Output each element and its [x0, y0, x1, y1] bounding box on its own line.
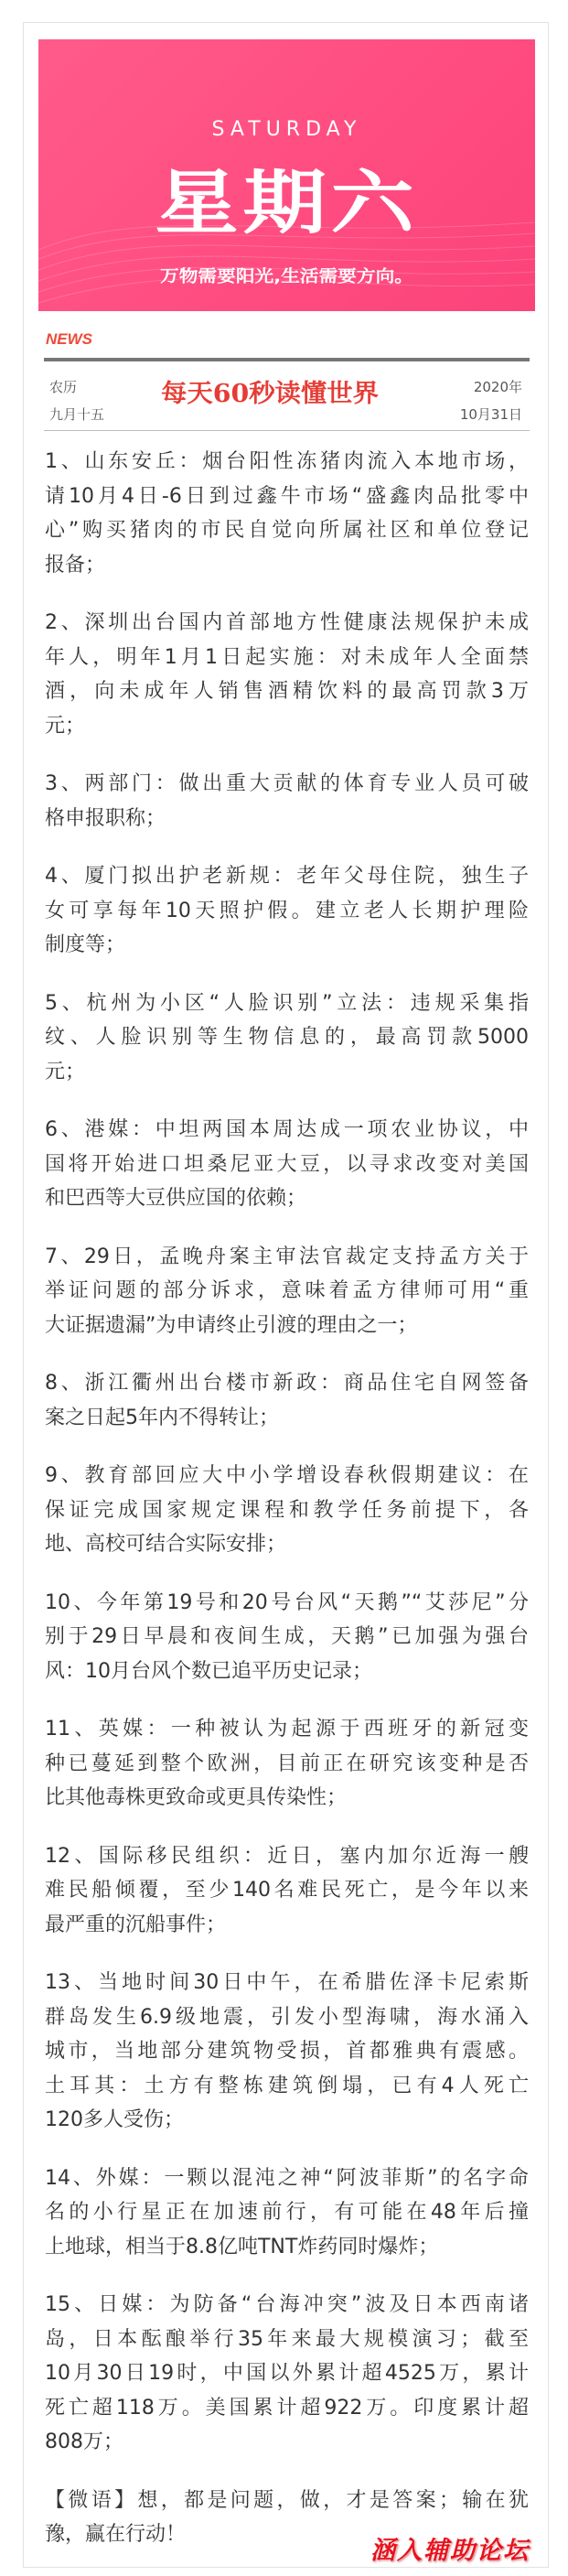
news-item-line: 元； — [45, 714, 86, 738]
title-divider — [44, 430, 530, 431]
news-item-line: 13、当地时间30日中午，在希腊佐泽卡尼索斯 — [45, 1971, 529, 1994]
news-item-line: 最严重的沉船事件； — [45, 1913, 227, 1936]
news-item — [45, 1966, 529, 2138]
news-item — [45, 859, 529, 963]
news-item-line: 豫，赢在行动！ — [45, 2523, 187, 2546]
news-item-line: 心”购买猪肉的市民自觉向所属社区和单位登记 — [45, 519, 529, 542]
news-item-line: 名的小行星正在加速前行，有可能在48年后撞 — [45, 2201, 529, 2224]
news-item-line: 9、教育部回应大中小学增设春秋假期建议：在 — [45, 1464, 529, 1487]
weekday-english: SATURDAY — [211, 118, 362, 141]
news-item-line: 元； — [45, 1060, 86, 1083]
news-item-line: 和巴西等大豆供应国的依赖； — [45, 1187, 307, 1210]
page-title: 每天60秒读懂世界 — [161, 380, 379, 408]
news-item-line: 案之日起5年内不得转让； — [45, 1406, 279, 1429]
news-label: NEWS — [46, 330, 92, 348]
news-item-line: 格申报职称； — [45, 806, 166, 830]
news-item-line: 群岛发生6.9级地震，引发小型海啸，海水涌入 — [45, 2005, 529, 2029]
news-item-line: 比其他毒株更致命或更具传染性； — [45, 1786, 348, 1809]
news-item-line: 城市，当地部分建筑物受损，首都雅典有震感。 — [45, 2040, 529, 2063]
news-item-line: 120多人受伤； — [45, 2108, 184, 2131]
news-item-line: 3、两部门：做出重大贡献的体育专业人员可破 — [45, 772, 529, 795]
news-item — [45, 1586, 529, 1689]
news-item-line: 1、山东安丘：烟台阳性冻猪肉流入本地市场， — [45, 450, 529, 473]
news-item-line: 大证据遗漏”为申请终止引渡的理由之一； — [45, 1313, 418, 1337]
news-item-line: 8、浙江衢州出台楼市新政：商品住宅自网签备 — [45, 1372, 529, 1395]
lunar-day: 九月十五 — [49, 406, 105, 423]
news-item-line: 别于29日早晨和夜间生成，天鹅”已加强为强台 — [45, 1625, 529, 1648]
news-item-line: 10月30日19时，中国以外累计超4525万，累计 — [45, 2362, 529, 2385]
watermark: 涵入辅助论坛 — [370, 2537, 530, 2565]
news-item — [45, 1712, 529, 1816]
news-item-line: 2、深圳出台国内首部地方性健康法规保护未成 — [45, 611, 529, 634]
news-item-line: 难民船倾覆，至少140名难民死亡，是今年以来 — [45, 1879, 529, 1902]
news-item-line: 死亡超118万。美国累计超922万。印度累计超 — [45, 2396, 529, 2420]
news-item — [45, 445, 529, 582]
news-item-line: 7、29日，孟晚舟案主审法官裁定支持孟方关于 — [45, 1245, 529, 1268]
news-item-line: 风：10月台风个数已追平历史记录； — [45, 1659, 372, 1683]
news-item — [45, 1366, 529, 1435]
news-item-line: 4、厦门拟出护老新规：老年父母住院，独生子 — [45, 865, 529, 888]
news-item-line: 纹、人脸识别等生物信息的，最高罚款5000 — [45, 1026, 529, 1049]
news-item-line: 6、港媒：中坦两国本周达成一项农业协议，中 — [45, 1118, 529, 1141]
news-item-line: 年人，明年1月1日起实施：对未成年人全面禁 — [45, 645, 529, 669]
lunar-date — [49, 373, 104, 428]
news-item-line: 岛，日本酝酿举行35年来最大规模演习；截至 — [45, 2327, 529, 2351]
month-day: 10月31日 — [459, 406, 522, 423]
news-item — [45, 1240, 529, 1343]
news-item-line: 请10月4日-6日到过鑫牛市场“盛鑫肉品批零中 — [45, 484, 529, 508]
lunar-label: 农历 — [49, 379, 78, 395]
news-item — [45, 1459, 529, 1562]
news-item — [45, 767, 529, 835]
weekday-chinese: 星期六 — [155, 162, 419, 243]
news-item-line: 国将开始进口坦桑尼亚大豆，以寻求改变对美国 — [45, 1152, 529, 1176]
news-item-line: 制度等； — [45, 933, 126, 956]
news-item-line: 保证完成国家规定课程和教学任务前提下，各 — [45, 1498, 529, 1522]
news-item-line: 11、英媒：一种被认为起源于西班牙的新冠变 — [45, 1718, 529, 1741]
news-item-line: 5、杭州为小区“人脸识别”立法：违规采集指 — [45, 991, 529, 1015]
news-item-line: 土耳其：土方有整栋建筑倒塌，已有4人死亡 — [45, 2074, 529, 2097]
news-item — [45, 1113, 529, 1216]
news-item-line: 10、今年第19号和20号台风“天鹅”“艾莎尼”分 — [45, 1590, 529, 1614]
news-item-line: 女可享每年10天照护假。建立老人长期护理险 — [45, 899, 529, 922]
news-item — [45, 1839, 529, 1943]
news-item-line: 上地球，相当于8.8亿吨TNT炸药同时爆炸； — [45, 2235, 439, 2258]
news-item-line: 14、外媒：一颗以混沌之神“阿波菲斯”的名字命 — [45, 2166, 529, 2190]
header-divider — [44, 358, 530, 361]
news-item-line: 种已蔓延到整个欧洲，目前正在研究该变种是否 — [45, 1751, 529, 1775]
gregorian-date — [460, 373, 522, 428]
motto: 万物需要阳光,生活需要方向。 — [160, 267, 413, 286]
news-item-line: 808万； — [45, 2430, 123, 2453]
news-item — [45, 606, 529, 743]
year: 2020年 — [473, 379, 522, 395]
weekday-banner — [38, 39, 535, 311]
news-item-line: 地、高校可结合实际安排； — [45, 1533, 287, 1556]
news-item — [45, 2161, 529, 2265]
news-item — [45, 986, 529, 1090]
news-item-line: 举证问题的部分诉求，意味着孟方律师可用“重 — [45, 1279, 529, 1302]
news-item-line: 酒，向未成年人销售酒精饮料的最高罚款3万 — [45, 680, 529, 703]
news-list — [45, 445, 529, 2576]
news-item-line: 15、日媒：为防备“台海冲突”波及日本西南诸 — [45, 2293, 529, 2316]
news-item-line: 12、国际移民组织：近日，塞内加尔近海一艘 — [45, 1844, 529, 1868]
news-item-line: 【微语】想，都是问题，做，才是答案；输在犹 — [45, 2488, 529, 2512]
news-item-line: 报备； — [45, 553, 106, 577]
news-item — [45, 2288, 529, 2460]
